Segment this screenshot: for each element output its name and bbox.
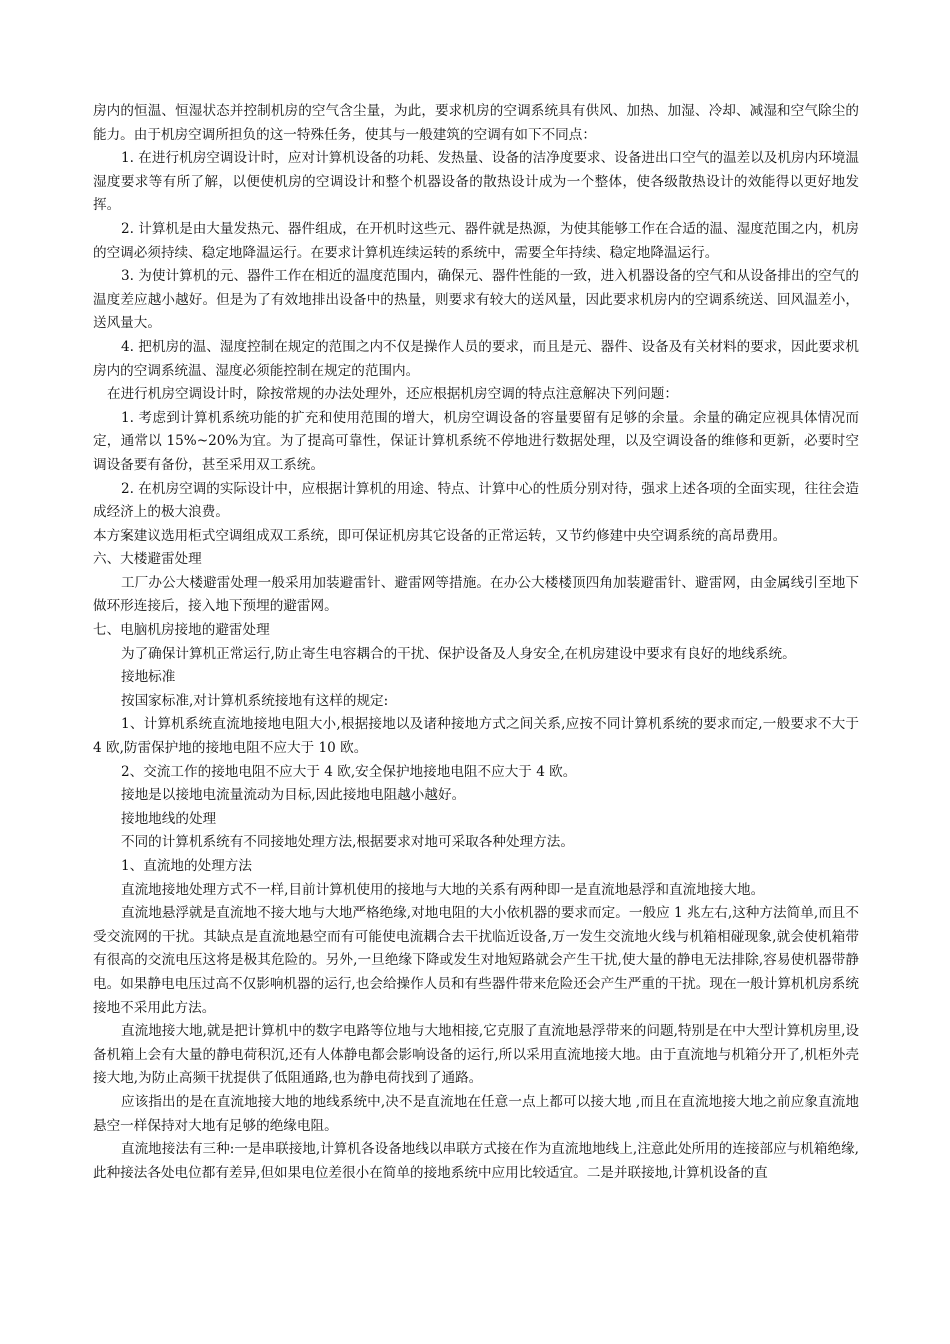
paragraph-standard-2: 2、交流工作的接地电阻不应大于 4 欧,安全保护地接地电阻不应大于 4 欧。 <box>121 763 577 780</box>
paragraph-resistance-note: 接地是以接地电流量流动为目标,因此接地电阻越小越好。 <box>121 787 466 804</box>
document-page <box>93 100 859 1185</box>
paragraph-dc-ground-types: 直流地接地处理方式不一样,目前计算机使用的接地与大地的关系有两种即一是直流地悬浮和直流地接大地。 <box>121 881 765 898</box>
section-heading-6: 六、大楼避雷处理 <box>93 551 202 568</box>
paragraph-grounding-intro: 为了确保计算机正常运行,防止寄生电容耦合的干扰、保护设备及人身安全,在机房建设中要求有良好的地线系统。 <box>121 645 796 662</box>
paragraph-lightning: 工厂办公大楼避雷处理一般采用加装避雷针、避雷网等措施。在办公大楼楼顶四角加装避雷针、避雷网，由金属线引至地下做环形连接后，接入地下预埋的避雷网。 <box>93 574 859 615</box>
paragraph-dc-floating: 直流地悬浮就是直流地不接大地与大地严格绝缘,对地电阻的大小依机器的要求而定。一般应 1 兆左右,这种方法简单,而且不受交流网的干扰。其缺点是直流地悬空而有可能使电流耦合去干扰临近设备,万一发生交流地火线与机箱相碰现象,就会使机箱带有很高的交流电压这将是极其危险的。另外,一旦绝缘下降或发生对地短路就会产生干扰,使大量的静电无法排除,容易使机器带静电。如果静电电压过高不仅影响机器的运行,也会给操作人员和有些器件带来危险还会产生严重的干扰。现在一般计算机机房系统接地不采用此方法。 <box>93 905 859 1016</box>
paragraph-point-2: 2. 计算机是由大量发热元、器件组成，在开机时这些元、器件就是热源，为使其能够工作在合适的温、湿度范围之内，机房的空调必须持续、稳定地降温运行。在要求计算机连续运转的系统中，需要全年持续、稳定地降温运行。 <box>93 220 859 261</box>
paragraph-intro: 房内的恒温、恒湿状态并控制机房的空气含尘量，为此，要求机房的空调系统具有供风、加热、加湿、冷却、减湿和空气除尘的能力。由于机房空调所担负的这一特殊任务，使其与一般建筑的空调有如下不同点： <box>93 103 859 143</box>
section-heading-7: 七、电脑机房接地的避雷处理 <box>93 622 270 639</box>
paragraph-national-standard: 按国家标准,对计算机系统接地有这样的规定: <box>121 692 389 709</box>
paragraph-dc-connection-methods: 直流地接法有三种:一是串联接地,计算机各设备地线以串联方式接在作为直流地地线上,注意此处所用的连接部应与机箱绝缘,此种接法各处电位都有差异,但如果电位差很小在简单的接地系统中应用比较适宜。二是并联接地,计算机设备的直 <box>93 1141 860 1181</box>
paragraph-ground-methods: 不同的计算机系统有不同接地处理方法,根据要求对地可采取各种处理方法。 <box>121 834 574 851</box>
paragraph-point-4: 4. 把机房的温、湿度控制在规定的范围之内不仅是操作人员的要求，而且是元、器件、设备及有关材料的要求，因此要求机房内的空调系统温、湿度必须能控制在规定的范围内。 <box>93 338 859 379</box>
paragraph-standard-1: 1、计算机系统直流地接地电阻大小,根据接地以及诸种接地方式之间关系,应按不同计算机系统的要求而定,一般要求不大于 4 欧,防雷保护地的接地电阻不应大于 10 欧。 <box>93 716 859 757</box>
subheading-dc-ground: 1、直流地的处理方法 <box>121 858 252 874</box>
paragraph-point-1: 1. 在进行机房空调设计时，应对计算机设备的功耗、发热量、设备的洁净度要求、设备进出口空气的温差以及机房内环境温湿度要求等有所了解，以便使机房的空调设计和整个机器设备的散热设计成为一个整体，使各级散热设计的效能得以更好地发挥。 <box>93 150 859 214</box>
paragraph-issue-1: 1. 考虑到计算机系统功能的扩充和使用范围的增大，机房空调设备的容量要留有足够的余量。余量的确定应视具体情况而定，通常以 15%~20%为宜。为了提高可靠性，保证计算机系统不停地进行数据处理，以及空调设备的维修和更新，必要时空调设备要有备份，甚至采用双工系统。 <box>93 409 859 473</box>
paragraph-proposal: 本方案建议选用柜式空调组成双工系统，即可保证机房其它设备的正常运转，又节约修建中央空调系统的高昂费用。 <box>93 527 787 544</box>
subheading-grounding-standard: 接地标准 <box>121 669 176 686</box>
paragraph-dc-earth-note: 应该指出的是在直流地接大地的地线系统中,决不是直流地在任意一点上都可以接大地 ,而且在直流地接大地之前应象直流地悬空一样保持对大地有足够的绝缘电阻。 <box>93 1093 859 1134</box>
paragraph-dc-earth: 直流地接大地,就是把计算机中的数字电路等位地与大地相接,它克服了直流地悬浮带来的问题,特别是在中大型计算机房里,设备机箱上会有大量的静电荷积沉,还有人体静电都会影响设备的运行,所以采用直流地接大地。由于直流地与机箱分开了,机柜外壳接大地,为防止高频干扰提供了低阻通路,也为静电荷找到了通路。 <box>93 1023 859 1087</box>
paragraph-issue-2: 2. 在机房空调的实际设计中，应根据计算机的用途、特点、计算中心的性质分别对待，强求上述各项的全面实现，往往会造成经济上的极大浪费。 <box>93 480 859 521</box>
subheading-ground-wire: 接地地线的处理 <box>121 810 217 827</box>
paragraph-point-3: 3. 为使计算机的元、器件工作在相近的温度范围内，确保元、器件性能的一致，进入机器设备的空气和从设备排出的空气的温度差应越小越好。但是为了有效地排出设备中的热量，则要求有较大的送风量，因此要求机房内的空调系统送、回风温差小，送风量大。 <box>93 268 859 332</box>
paragraph-design-note: 在进行机房空调设计时，除按常规的办法处理外，还应根据机房空调的特点注意解决下列问题： <box>107 386 678 403</box>
